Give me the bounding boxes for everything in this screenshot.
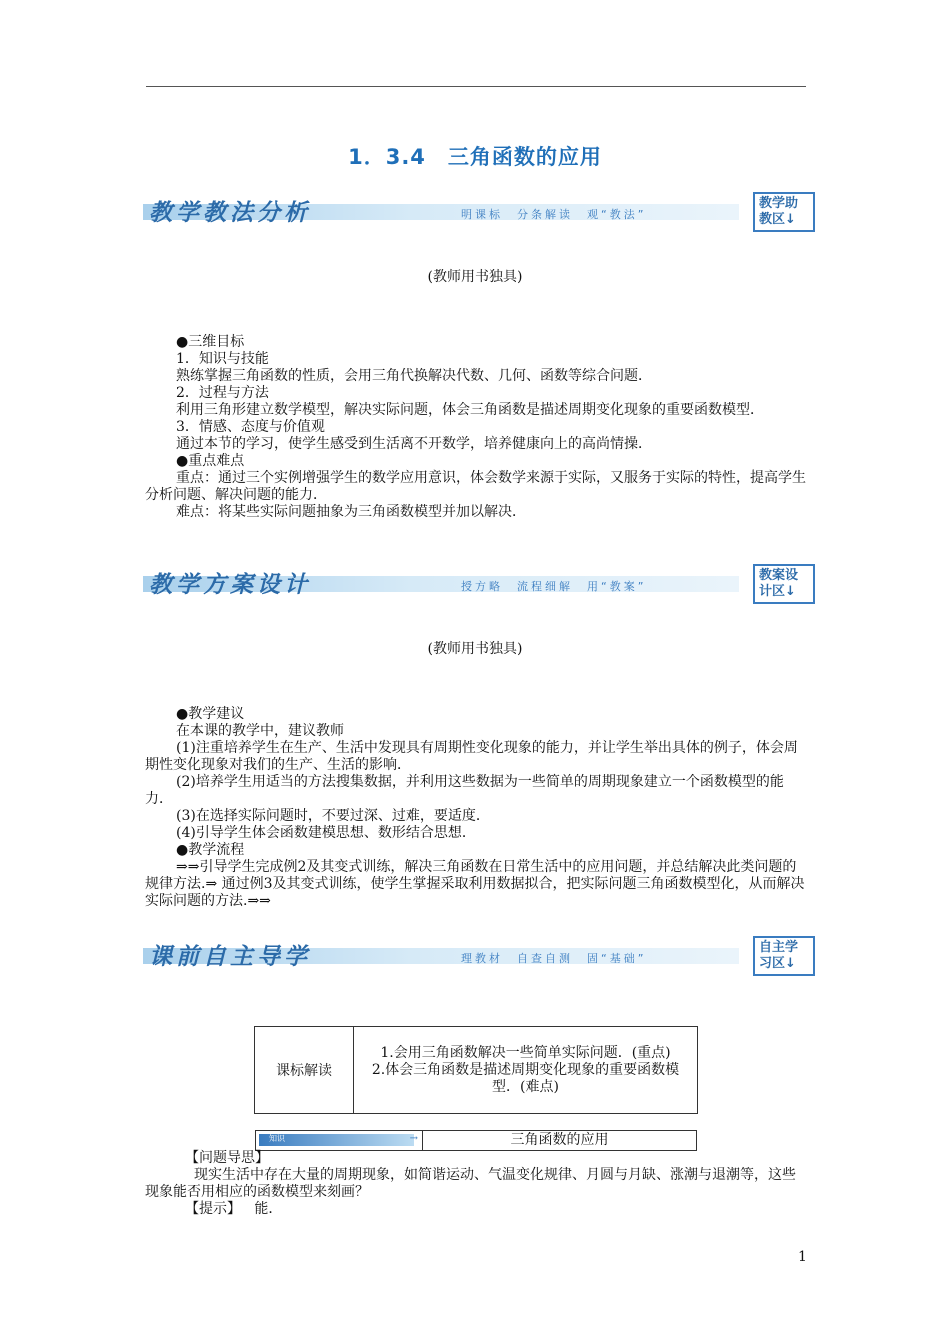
para: 利用三角形建立数学模型，解决实际问题，体会三角函数是描述周期变化现象的重要函数模型．	[176, 402, 764, 418]
curriculum-items	[354, 1027, 698, 1114]
teaching-flow: ⇒⇒引导学生完成例2及其变式训练，解决三角函数在日常生活中的应用问题，并总结解决此类问题的规律方法.⇒ 通过例3及其变式训练，使学生掌握采取利用数据拟合，把实际问题三角函数模型化，从而解决实际问题的方法.⇒⇒	[145, 859, 805, 909]
para: 3．情感、态度与价值观	[176, 419, 325, 435]
para: 重点：通过三个实例增强学生的数学应用意识，体会数学来源于实际，又服务于实际的特性，提高学生分析问题、解决问题的能力．	[145, 470, 806, 503]
curriculum-label: 课标解读	[255, 1027, 354, 1114]
hint-text: 能．	[254, 1201, 283, 1217]
para: (4)引导学生体会函数建模思想、数形结合思想．	[176, 825, 476, 841]
knowledge-point-bar	[255, 1130, 697, 1151]
para: 熟练掌握三角函数的性质，会用三角代换解决代数、几何、函数等综合问题．	[176, 368, 652, 384]
knowledge-title: 三角函数的应用	[510, 1132, 609, 1148]
knowledge-tag: 知识 →	[259, 1134, 414, 1146]
page-number: 1	[798, 1249, 807, 1265]
banner-tag: 教案设 计区↓	[753, 564, 815, 604]
arrow-right-icon: →	[409, 1133, 418, 1144]
banner-title: 教学教法分析	[149, 199, 311, 226]
curriculum-table	[254, 1026, 698, 1114]
teacher-note: (教师用书独具)	[427, 269, 523, 285]
section-suggestions	[145, 706, 807, 910]
hint-label: 【提示】	[185, 1201, 241, 1217]
para: (2)培养学生用适当的方法搜集数据，并利用这些数据为一些简单的周期现象建立一个函数模型的能力．	[145, 774, 784, 807]
banner-title: 教学方案设计	[149, 571, 311, 598]
banner-tag: 自主学 习区↓	[753, 936, 815, 976]
banner-title: 课前自主导学	[149, 943, 311, 970]
para: 2．过程与方法	[176, 385, 269, 401]
heading: ●教学流程	[176, 842, 245, 858]
section-banner-self-study	[143, 934, 815, 978]
curriculum-item: 2.体会三角函数是描述周期变化现象的重要函数模型．(难点)	[371, 1061, 680, 1095]
heading: ●教学建议	[176, 706, 245, 722]
para: (3)在选择实际问题时，不要过深、过难，要适度．	[176, 808, 490, 824]
question-heading: 【问题导思】	[185, 1150, 269, 1166]
heading: ●重点难点	[176, 453, 245, 469]
question-section	[145, 1150, 807, 1218]
section-objectives	[145, 334, 807, 521]
section-banner-analysis	[143, 190, 815, 234]
para: 1．知识与技能	[176, 351, 269, 367]
para: 在本课的教学中，建议教师	[176, 723, 344, 739]
teacher-note: (教师用书独具)	[427, 641, 523, 657]
top-rule	[146, 86, 806, 87]
para: 难点：将某些实际问题抽象为三角函数模型并加以解决．	[176, 504, 526, 520]
para: 通过本节的学习，使学生感受到生活离不开数学，培养健康向上的高尚情操．	[176, 436, 652, 452]
para: (1)注重培养学生在生产、生活中发现具有周期性变化现象的能力，并让学生举出具体的例子，体会周期性变化现象对我们的生产、生活的影响．	[145, 740, 798, 773]
heading: ●三维目标	[176, 334, 245, 350]
curriculum-item: 1.会用三角函数解决一些简单实际问题．(重点)	[380, 1044, 671, 1061]
banner-subtitle: 理教材 自查自测 固“基础”	[461, 952, 647, 965]
banner-tag: 教学助 教区↓	[753, 192, 815, 232]
question-text: 现实生活中存在大量的周期现象，如简谐运动、气温变化规律、月圆与月缺、涨潮与退潮等，这些现象能否用相应的函数模型来刻画？	[145, 1167, 796, 1200]
banner-subtitle: 授方略 流程细解 用“教案”	[461, 580, 647, 593]
banner-subtitle: 明课标 分条解读 观“教法”	[461, 208, 647, 221]
section-banner-design	[143, 562, 815, 606]
page-title: 1．3.4 三角函数的应用	[348, 145, 602, 169]
